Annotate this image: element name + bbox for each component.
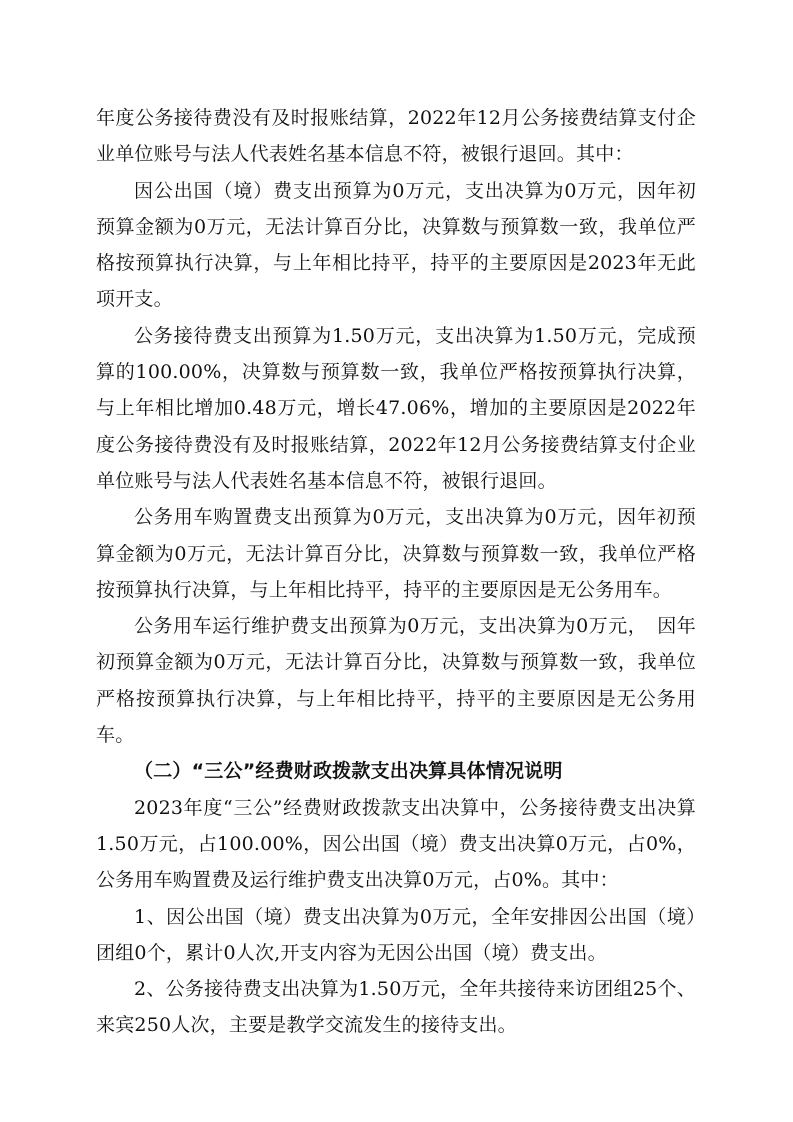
paragraph-overseas-travel-budget: 因公出国（境）费支出预算为0万元，支出决算为0万元，因年初预算金额为0万元，无法计算百分比，决算数与预算数一致，我单位严格按预算执行决算，与上年相比持平，持平的主要原因是2023年无此项开支。: [96, 179, 696, 311]
paragraph-reception-budget: 公务接待费支出预算为1.50万元，支出决算为1.50万元，完成预算的100.00%，决算数与预算数一致，我单位严格按预算执行决算，与上年相比增加0.48万元，增长47.06%，增加的主要原因是2022年度公务接待费没有及时报账结算，2022年12月公务接费结算支付企业单位账号与法人代表姓名基本信息不符，被银行退回。: [96, 324, 696, 492]
paragraph-continuation: 年度公务接待费没有及时报账结算，2022年12月公务接费结算支付企业单位账号与法人代表姓名基本信息不符，被银行退回。其中：: [96, 107, 696, 166]
section-heading: （二）“三公”经费财政拨款支出决算具体情况说明: [134, 760, 563, 783]
paragraph-vehicle-maintenance-budget: 公务用车运行维护费支出预算为0万元，支出决算为0万元， 因年初预算金额为0万元，无法计算百分比，决算数与预算数一致，我单位严格按预算执行决算，与上年相比持平，持平的主要原因是无公务用车。: [96, 615, 696, 747]
paragraph-item-reception: 2、公务接待费支出决算为1.50万元，全年共接待来访团组25个、来宾250人次，主要是教学交流发生的接待支出。: [96, 978, 696, 1037]
paragraph-three-expenses-summary: 2023年度“三公”经费财政拨款支出决算中，公务接待费支出决算1.50万元，占100.00%，因公出国（境）费支出决算0万元，占0%，公务用车购置费及运行维护费支出决算0万元，占0%。其中：: [96, 796, 696, 892]
paragraph-item-overseas-travel: 1、因公出国（境）费支出决算为0万元，全年安排因公出国（境）团组0个，累计0人次,开支内容为无因公出国（境）费支出。: [96, 905, 696, 964]
paragraph-vehicle-purchase-budget: 公务用车购置费支出预算为0万元，支出决算为0万元，因年初预算金额为0万元，无法计算百分比，决算数与预算数一致，我单位严格按预算执行决算，与上年相比持平，持平的主要原因是无公务用车。: [96, 506, 696, 601]
document-body: [96, 100, 696, 1044]
